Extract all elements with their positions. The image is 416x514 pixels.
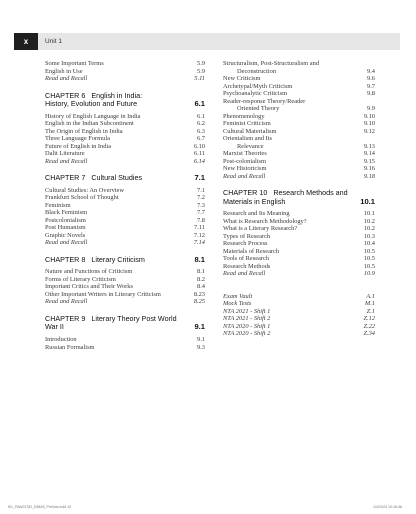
toc-entry-page: 6.11	[194, 150, 205, 158]
toc-entry-title: Tools of Research	[223, 255, 270, 263]
toc-entry-page: M.1	[364, 300, 375, 308]
toc-entry	[223, 75, 375, 83]
toc-entry-page: 9.10	[363, 120, 375, 127]
toc-entry	[223, 83, 375, 91]
toc-entry-page: 9.9	[367, 105, 375, 112]
toc-entry-page: 9.13	[363, 142, 375, 150]
toc-entry-title: Read and Recall	[45, 75, 88, 82]
toc-entry-page: 6.2	[197, 120, 205, 128]
toc-entry-page: Z.1	[366, 307, 375, 315]
toc-entry-title: Read and Recall	[45, 157, 88, 165]
toc-entry	[45, 143, 205, 151]
toc-entry-title: What is a Literary Research?	[223, 225, 298, 233]
toc-entry	[223, 90, 375, 98]
toc-entry-title: Materials of Research	[223, 247, 280, 255]
toc-entry-page: 10.5	[363, 247, 375, 255]
toc-entry-page: 5.9	[197, 67, 205, 75]
toc-entry-page: 10.4	[363, 240, 375, 248]
toc-entry-title: Nature and Functions of Criticism	[45, 268, 133, 276]
toc-entry-title: Read and Recall	[223, 172, 266, 180]
toc-entry-title: Relevance	[237, 142, 264, 150]
toc-entry	[223, 135, 375, 143]
toc-entry-title: History of English Language in India	[45, 112, 141, 120]
chapter-10-entries	[223, 210, 375, 278]
toc-entry-page: 10.2	[363, 217, 375, 225]
toc-entry	[45, 75, 205, 83]
toc-entry	[223, 225, 375, 233]
toc-entry	[45, 187, 205, 195]
toc-entry	[45, 113, 205, 121]
toc-entry-title: Deconstruction	[237, 67, 277, 75]
toc-entry-title: New Criticism	[223, 75, 261, 82]
toc-entry-page: 9.4	[367, 67, 375, 75]
toc-entry	[45, 68, 205, 76]
toc-entry-page: Z.34	[363, 330, 375, 338]
toc-right-column	[223, 60, 375, 338]
toc-entry-title: Dalit Literature	[45, 150, 85, 158]
toc-entry-title: Structuralism, Post-Structuralism and	[223, 60, 320, 67]
toc-entry-page: 8.2	[197, 275, 205, 283]
toc-entry-title: English in the Indian Subcontinent	[45, 120, 134, 128]
unit-label: Unit 1	[45, 38, 62, 45]
toc-entry	[223, 173, 375, 181]
toc-entry	[223, 165, 375, 173]
toc-entry	[223, 128, 375, 136]
toc-continued-entries	[45, 60, 205, 83]
toc-entry-page: 7.1	[197, 186, 205, 194]
toc-entry-title: Cultural Materialism	[223, 127, 277, 135]
toc-entry-page: 9.14	[363, 150, 375, 157]
toc-entry-title: Read and Recall	[45, 298, 88, 306]
page-number-badge: x	[14, 33, 38, 50]
toc-entry	[223, 218, 375, 226]
print-slug-date: 1/4/2024 10:16:48	[373, 505, 402, 509]
toc-entry	[223, 315, 375, 323]
toc-entry-title: New Historicism	[223, 165, 267, 172]
toc-entry-page: 6.14	[193, 157, 205, 165]
toc-entry-page: 7.11	[194, 224, 205, 232]
toc-entry-title: Other Important Writers in Literary Criticism	[45, 290, 161, 298]
toc-entry-title: Read and Recall	[223, 270, 266, 278]
toc-entry-page: 9.16	[363, 165, 375, 172]
toc-entry-page: 7.8	[197, 216, 205, 224]
toc-entry	[45, 232, 205, 240]
toc-entry-page: 7.2	[197, 194, 205, 202]
toc-entry-title: Important Critics and Their Works	[45, 283, 133, 291]
toc-entry-page: 7.3	[197, 201, 205, 209]
toc-entry-page: 10.5	[363, 262, 375, 270]
toc-entry-title: Oriented Theory	[237, 105, 280, 112]
toc-entry	[223, 120, 375, 128]
toc-entry-title: NTA 2020 - Shift 1	[223, 322, 271, 330]
toc-entry	[45, 135, 205, 143]
toc-entry	[223, 263, 375, 271]
chapter-8-entries	[45, 268, 205, 306]
toc-entry-page: Z.12	[363, 315, 375, 323]
toc-entry-page: 10.1	[363, 210, 375, 218]
toc-entry-page: 10.3	[363, 232, 375, 240]
toc-entry-page: 10.5	[363, 255, 375, 263]
chapter-6-entries	[45, 113, 205, 166]
toc-entry	[223, 143, 375, 151]
toc-entry-page: 5.9	[197, 60, 205, 67]
toc-entry-title: Frankfurt School of Thought	[45, 194, 119, 202]
toc-entry	[45, 202, 205, 210]
toc-entry-title: Post Humanism	[45, 224, 86, 232]
toc-entry-title: NTA 2021 - Shift 2	[223, 315, 271, 323]
toc-entry-title: NTA 2021 - Shift 1	[223, 307, 271, 315]
chapter-6-heading: CHAPTER 6 English in India:	[45, 90, 143, 100]
toc-entry-page: 9.7	[367, 82, 375, 90]
toc-entry	[223, 323, 375, 331]
toc-entry	[45, 283, 205, 291]
toc-entry-title: Introduction	[45, 336, 77, 344]
toc-entry-page: 8.1	[197, 268, 205, 276]
chapter-7-entries	[45, 187, 205, 247]
toc-entry-title: Black Feminism	[45, 209, 88, 217]
toc-entry	[223, 68, 375, 76]
toc-entry	[45, 276, 205, 284]
chapter-10-heading-line-2: Materials in English 10.1	[223, 196, 375, 206]
toc-entry-title: Three Language Formula	[45, 135, 110, 143]
toc-entry-page: 7.7	[197, 209, 205, 217]
toc-entry-title: What is Research Methodology?	[223, 217, 307, 225]
toc-entry-title: Phenomenology	[223, 112, 265, 120]
toc-entry-title: Research Methods	[223, 262, 271, 270]
toc-entry	[223, 300, 375, 308]
toc-entry-title: Research and Its Meaning	[223, 210, 290, 218]
toc-entry-title: Mock Tests	[223, 300, 252, 308]
toc-entry-title: Post-colonialism	[223, 157, 266, 165]
toc-entry-page: Z.22	[363, 322, 375, 330]
chapter-9-continued-entries	[223, 60, 375, 180]
toc-left-column	[45, 60, 205, 351]
toc-entry-title: Read and Recall	[45, 239, 88, 247]
chapter-9-entries	[45, 336, 205, 351]
toc-entry	[45, 194, 205, 202]
toc-entry-page: 7.12	[193, 231, 205, 239]
toc-entry-page: 9.3	[197, 343, 205, 351]
toc-entry-page: 6.7	[197, 135, 205, 143]
toc-entry-page: 8.23	[193, 290, 205, 298]
toc-entry-page: A.1	[366, 292, 375, 300]
toc-entry-page: 9.18	[363, 172, 375, 180]
toc-entry-page: 10.2	[363, 225, 375, 233]
toc-entry	[223, 98, 375, 106]
toc-entry-page: 6.3	[197, 127, 205, 135]
toc-entry-title: Some Important Terms	[45, 60, 104, 67]
toc-entry	[45, 128, 205, 136]
toc-entry-page: 6.10	[193, 142, 205, 150]
toc-entry-title: English in Use	[45, 67, 83, 75]
toc-entry	[223, 248, 375, 256]
toc-entry-title: Archetypal/Myth Criticism	[223, 82, 293, 90]
toc-entry	[45, 239, 205, 247]
toc-entry-title: Reader-response Theory/Reader	[223, 97, 306, 105]
toc-entry	[45, 209, 205, 217]
toc-entry	[45, 150, 205, 158]
toc-entry-title: Cultural Studies: An Overview	[45, 186, 124, 194]
toc-entry-title: Feminism	[45, 201, 71, 209]
toc-entry-page: 9.1	[197, 336, 205, 344]
toc-entry	[45, 60, 205, 68]
toc-entry	[45, 344, 205, 352]
toc-entry-page: 7.14	[193, 239, 205, 247]
toc-entry	[223, 210, 375, 218]
toc-entry	[223, 150, 375, 158]
chapter-6-heading-line-2: History, Evolution and Future 6.1	[45, 99, 205, 109]
toc-entry	[223, 270, 375, 278]
toc-entry-page: 9.15	[363, 157, 375, 165]
toc-entry	[45, 268, 205, 276]
toc-entry-title: Marxist Theories	[223, 150, 267, 157]
toc-entry-title: Future of English in India	[45, 142, 112, 150]
toc-entry-page: 9.12	[363, 127, 375, 135]
toc-entry-title: NTA 2020 - Shift 2	[223, 330, 271, 338]
toc-entry	[45, 224, 205, 232]
chapter-10-heading: CHAPTER 10 Research Methods and	[223, 188, 348, 197]
toc-entry-page: 10.9	[363, 270, 375, 278]
toc-entry-title: Psychoanalytic Criticism	[223, 90, 288, 97]
toc-entry	[223, 293, 375, 301]
toc-entry	[45, 291, 205, 299]
print-slug-file: f01_PAN23782_E8818_Prelims.indd 10	[8, 505, 72, 509]
toc-entry-title: Graphic Novels	[45, 231, 86, 239]
toc-entry-title: The Origin of English in India	[45, 127, 123, 135]
toc-entry	[223, 233, 375, 241]
running-header-bar	[14, 33, 400, 50]
toc-entry	[223, 240, 375, 248]
toc-entry	[223, 105, 375, 113]
chapter-7-heading: CHAPTER 7 Cultural Studies 7.1	[45, 173, 205, 183]
toc-entry	[45, 298, 205, 306]
toc-entry-page: 8.25	[193, 298, 205, 306]
chapter-9-heading: CHAPTER 9 Literary Theory Post World War II 9.1	[45, 313, 205, 332]
appendix-entries	[223, 293, 375, 338]
toc-entry-page: 5.11	[194, 75, 205, 82]
toc-entry-page: 8.4	[197, 283, 205, 291]
toc-entry-page: 6.1	[197, 112, 205, 120]
toc-entry	[45, 158, 205, 166]
toc-entry	[223, 255, 375, 263]
toc-entry	[45, 336, 205, 344]
toc-entry-page: 9.10	[363, 112, 375, 120]
toc-entry	[223, 308, 375, 316]
toc-entry	[223, 330, 375, 338]
toc-entry-page: 9.8	[367, 90, 375, 97]
toc-entry-title: Types of Research	[223, 232, 271, 240]
toc-entry	[223, 158, 375, 166]
toc-entry-title: Postcolonialism	[45, 216, 86, 224]
toc-entry-title: Research Process	[223, 240, 268, 248]
toc-entry-page: 9.6	[367, 75, 375, 82]
chapter-8-heading: CHAPTER 8 Literary Criticism 8.1	[45, 254, 205, 264]
toc-entry	[223, 60, 375, 68]
toc-entry	[45, 120, 205, 128]
toc-entry-title: Feminist Criticism	[223, 120, 271, 127]
toc-entry-title: Exam Vault	[223, 292, 253, 300]
toc-entry	[223, 113, 375, 121]
toc-entry-title: Russian Formalism	[45, 343, 95, 351]
toc-entry-title: Orientalism and Its	[223, 135, 272, 142]
toc-entry	[45, 217, 205, 225]
toc-entry-title: Forms of Literary Criticism	[45, 275, 116, 283]
